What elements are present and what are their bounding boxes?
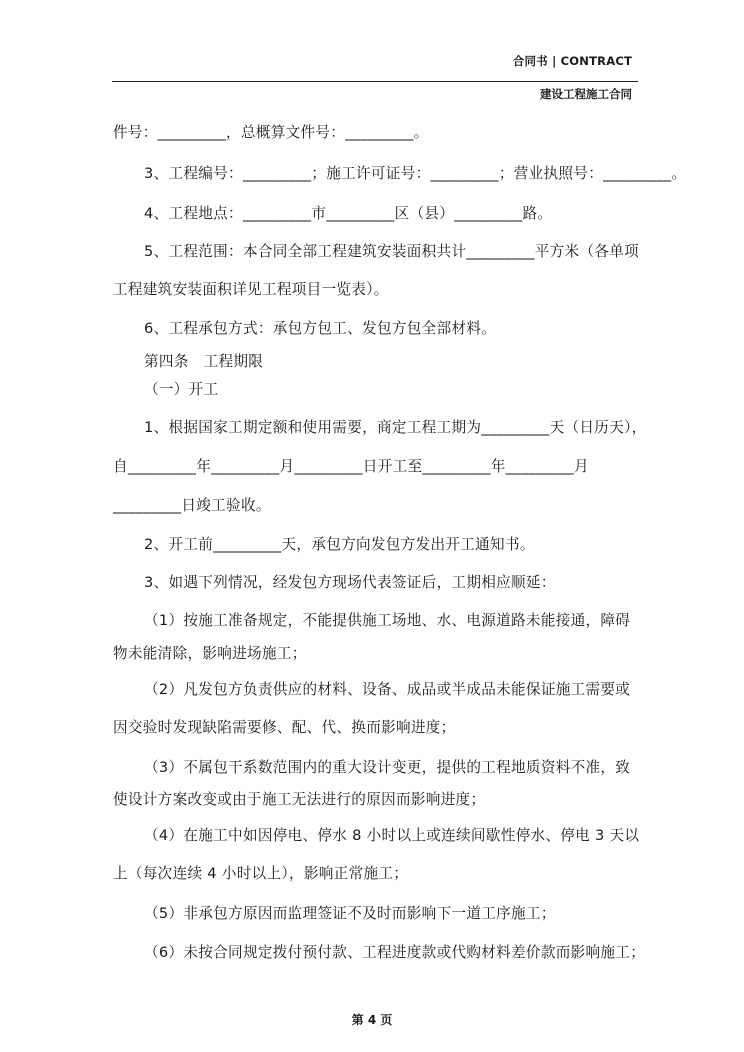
text-line: 自_________年_________月_________日开工至_________年_________月 — [113, 458, 589, 475]
text-line: 因交验时发现缺陷需要修、配、代、换而影响进度； — [113, 719, 456, 736]
text-line: _________日竣工验收。 — [113, 497, 271, 514]
text-line: 件号：_________，总概算文件号：_________。 — [113, 124, 429, 141]
header-brand: 合同书 | CONTRACT — [512, 54, 632, 68]
list-item: （4）在施工中如因停电、停水 8 小时以上或连续间歇性停水、停电 3 天以 — [144, 827, 640, 844]
text-line: 工程建筑安装面积详见工程项目一览表）。 — [113, 281, 389, 298]
subsection-heading: （一）开工 — [144, 381, 219, 398]
list-item: （1）按施工准备规定，不能提供施工场地、水、电源道路未能接通，障碍 — [144, 612, 631, 629]
text-line: 使设计方案改变或由于施工无法进行的原因而影响进度； — [113, 791, 486, 808]
text-line: 1、根据国家工期定额和使用需要，商定工程工期为_________天（日历天）， — [144, 419, 647, 436]
page-number: 第 4 页 — [351, 1013, 393, 1027]
header-divider — [112, 81, 638, 82]
list-item: （3）不属包干系数范围内的重大设计变更，提供的工程地质资料不准，致 — [144, 759, 631, 776]
text-line: 3、工程编号：_________；施工许可证号：_________；营业执照号：_________。 — [144, 165, 687, 182]
list-item: （5）非承包方原因而监理签证不及时而影响下一道工序施工； — [144, 905, 556, 922]
text-line: 2、开工前_________天，承包方向发包方发出开工通知书。 — [144, 536, 535, 553]
text-line: 4、工程地点：_________市_________区（县）_________路。 — [144, 205, 553, 222]
section-heading: 第四条 工程期限 — [144, 353, 264, 370]
text-line: 6、工程承包方式：承包方包工、发包方包全部材料。 — [144, 320, 497, 337]
list-item: （6）未按合同规定拨付预付款、工程进度款或代购材料差价款而影响施工； — [144, 944, 646, 961]
list-item: （2）凡发包方负责供应的材料、设备、成品或半成品未能保证施工需要或 — [144, 681, 631, 698]
text-line: 5、工程范围：本合同全部工程建筑安装面积共计_________平方米（各单项 — [144, 243, 639, 260]
header-doc-title: 建设工程施工合同 — [540, 87, 632, 101]
text-line: 3、如遇下列情况，经发包方现场代表签证后，工期相应顺延： — [144, 574, 556, 591]
text-line: 物未能清除，影响进场施工； — [113, 645, 307, 662]
text-line: 上（每次连续 4 小时以上），影响正常施工； — [113, 865, 409, 882]
